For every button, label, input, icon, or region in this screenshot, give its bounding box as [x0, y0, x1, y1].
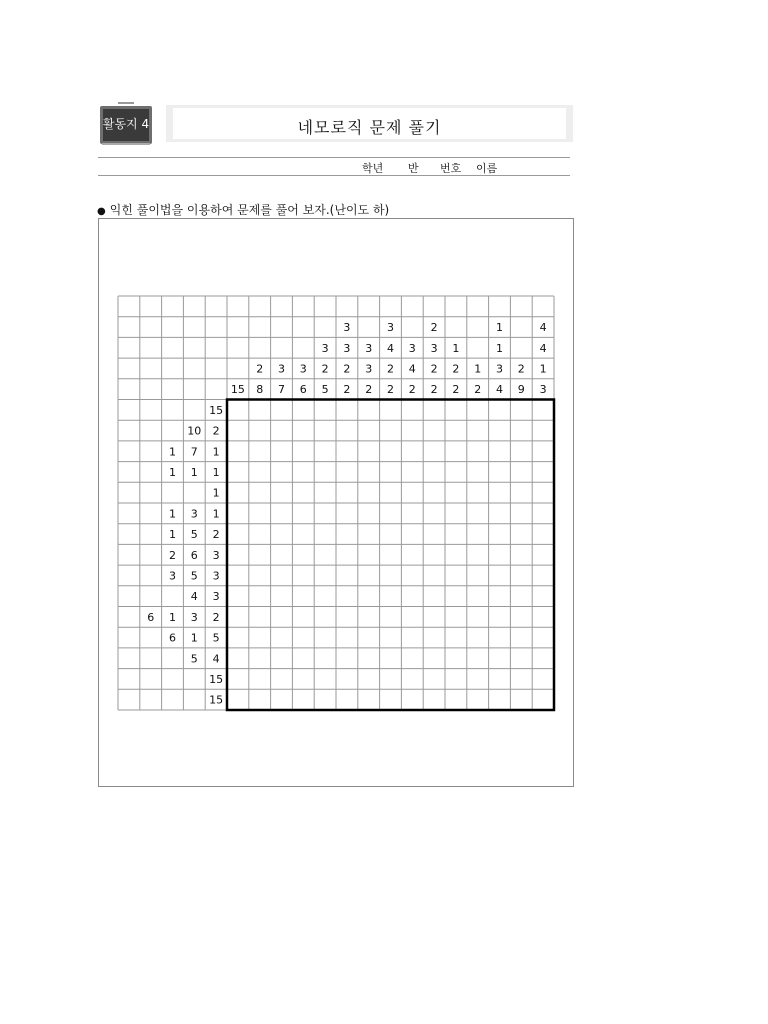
row-clue: 2	[212, 424, 220, 438]
column-clue: 2	[387, 383, 394, 397]
column-clue: 4	[496, 383, 503, 397]
column-clue: 2	[387, 362, 394, 376]
row-clue: 15	[209, 672, 224, 686]
column-clue: 4	[387, 341, 394, 355]
row-clue: 1	[169, 445, 176, 459]
row-clue: 1	[212, 507, 220, 521]
row-clue: 2	[212, 610, 220, 624]
instruction-text: 익힌 풀이법을 이용하여 문제를 풀어 보자.(난이도 하)	[109, 203, 390, 217]
grade-label: 학년	[362, 162, 384, 175]
row-clue: 3	[212, 569, 220, 583]
page-title: 네모로직 문제 풀기	[297, 118, 442, 137]
row-clue: 3	[190, 610, 198, 624]
column-clue: 2	[517, 362, 525, 376]
column-clue: 2	[321, 362, 329, 376]
row-clue: 5	[190, 652, 198, 666]
column-clue: 2	[408, 383, 416, 397]
column-clue: 3	[365, 341, 373, 355]
column-clue: 7	[278, 383, 285, 397]
row-clue: 1	[169, 528, 176, 542]
column-clue: 2	[430, 362, 438, 376]
class-label: 반	[408, 162, 419, 175]
row-clue: 1	[212, 486, 220, 500]
row-clue: 2	[169, 548, 176, 562]
column-clue: 3	[365, 362, 373, 376]
column-clue: 3	[299, 362, 307, 376]
column-clue: 9	[517, 383, 525, 397]
column-clue: 3	[321, 341, 329, 355]
row-clue: 15	[209, 693, 224, 707]
row-clue: 4	[190, 590, 198, 604]
name-label: 이름	[476, 162, 498, 175]
row-clue: 3	[212, 548, 220, 562]
column-clue: 2	[430, 383, 438, 397]
puzzle-border	[227, 400, 554, 711]
column-clue: 1	[496, 321, 503, 335]
column-clue: 2	[452, 383, 460, 397]
row-clue: 1	[190, 465, 198, 479]
row-clue: 6	[190, 548, 198, 562]
column-clue: 2	[452, 362, 460, 376]
column-clue: 2	[430, 321, 438, 335]
column-clue: 2	[343, 362, 351, 376]
column-clue: 4	[539, 321, 547, 335]
column-clue: 1	[474, 362, 482, 376]
column-clue: 4	[539, 341, 547, 355]
bullet-icon: ●	[97, 206, 106, 217]
row-clue: 3	[169, 569, 176, 583]
column-clue: 3	[496, 362, 503, 376]
badge-label: 활동지 4	[102, 117, 150, 131]
row-clue: 1	[212, 445, 220, 459]
row-clue: 1	[169, 465, 176, 479]
row-clue: 5	[190, 569, 198, 583]
row-clue: 3	[190, 507, 198, 521]
column-clue: 3	[430, 341, 438, 355]
column-clue: 3	[387, 321, 394, 335]
column-clue: 2	[365, 383, 373, 397]
column-clue: 2	[343, 383, 351, 397]
column-clue: 2	[474, 383, 482, 397]
row-clue: 1	[190, 631, 198, 645]
row-clue: 10	[187, 424, 202, 438]
column-clue: 15	[230, 383, 245, 397]
row-clue: 7	[190, 445, 198, 459]
column-clue: 5	[321, 383, 329, 397]
column-clue: 1	[539, 362, 547, 376]
number-label: 번호	[440, 162, 462, 175]
row-clue: 2	[212, 528, 220, 542]
row-clue: 4	[212, 652, 220, 666]
column-clue: 4	[408, 362, 416, 376]
column-clue: 2	[256, 362, 264, 376]
row-clue: 15	[209, 403, 224, 417]
column-clue: 3	[539, 383, 547, 397]
column-clue: 8	[256, 383, 264, 397]
row-clue: 1	[212, 465, 220, 479]
column-clue: 3	[278, 362, 285, 376]
row-clue: 6	[147, 610, 155, 624]
column-clue: 1	[452, 341, 460, 355]
column-clue: 3	[343, 321, 351, 335]
row-clue: 6	[169, 631, 176, 645]
row-clue: 5	[190, 528, 198, 542]
row-clue: 5	[212, 631, 220, 645]
column-clue: 3	[408, 341, 416, 355]
row-clue: 3	[212, 590, 220, 604]
column-clue: 1	[496, 341, 503, 355]
row-clue: 1	[169, 610, 176, 624]
column-clue: 3	[343, 341, 351, 355]
column-clue: 6	[299, 383, 307, 397]
row-clue: 1	[169, 507, 176, 521]
